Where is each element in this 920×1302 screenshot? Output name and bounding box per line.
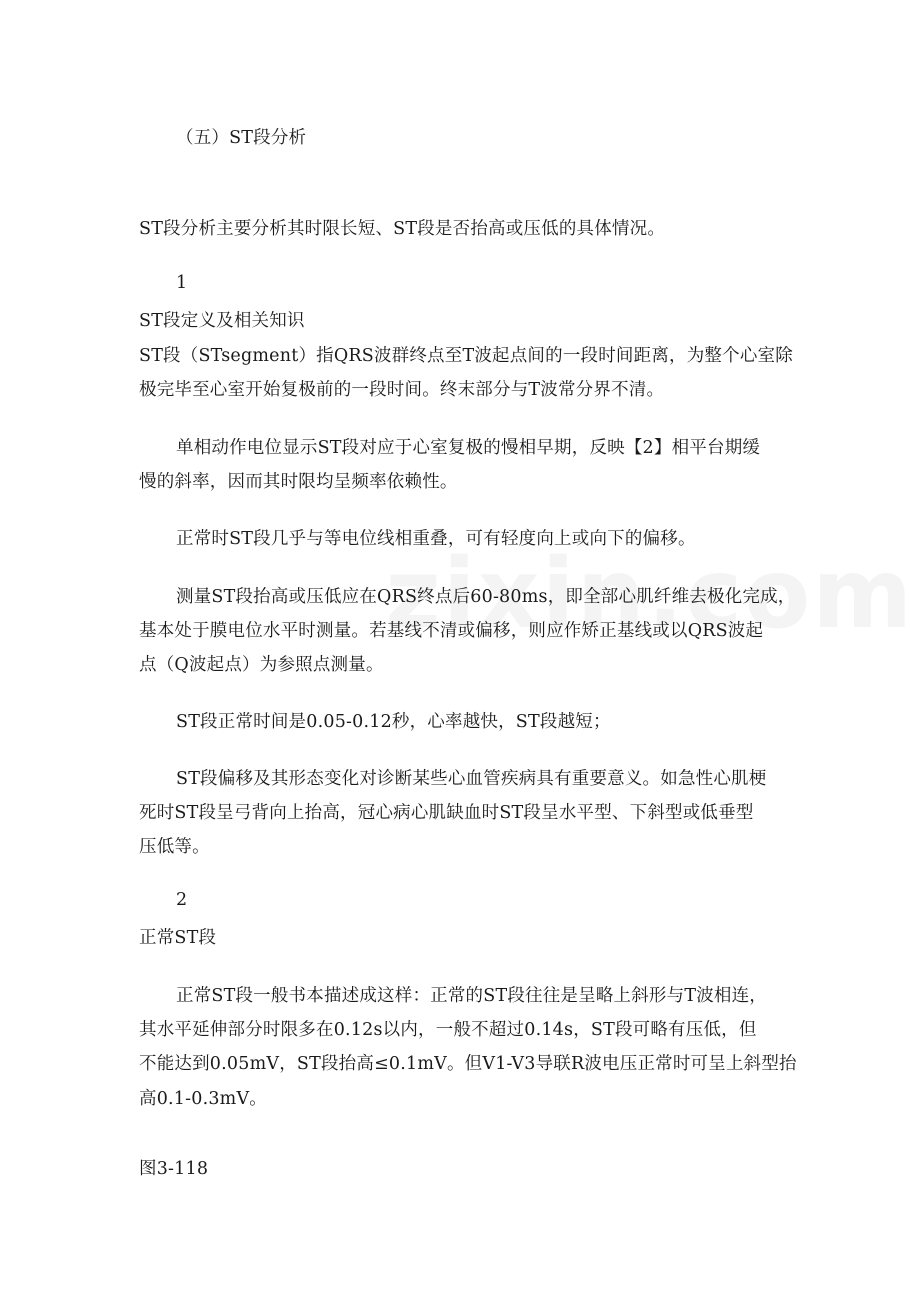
part1-title: ST段定义及相关知识: [139, 311, 305, 331]
intro-paragraph: ST段分析主要分析其时限长短、ST段是否抬高或压低的具体情况。: [139, 219, 666, 239]
part1-paragraph4-line1: 测量ST段抬高或压低应在QRS终点后60-80ms，即全部心肌纤维去极化完成，: [176, 587, 796, 607]
part2-paragraph1-line1: 正常ST段一般书本描述成这样：正常的ST段往往是呈略上斜形与T波相连，: [176, 986, 767, 1006]
part1-paragraph2-line1: 单相动作电位显示ST段对应于心室复极的慢相早期，反映【2】相平台期缓: [176, 438, 761, 458]
part1-paragraph5: ST段正常时间是0.05-0.12秒，心率越快，ST段越短；: [176, 712, 611, 732]
figure-caption: 图3-118: [139, 1159, 209, 1179]
part2-paragraph1-line2: 其水平延伸部分时限多在0.12s以内，一般不超过0.14s，ST段可略有压低，但: [139, 1020, 757, 1040]
part1-paragraph6-line3: 压低等。: [139, 837, 210, 857]
part1-paragraph6-line2: 死时ST段呈弓背向上抬高，冠心病心肌缺血时ST段呈水平型、下斜型或低垂型: [139, 803, 754, 823]
part1-paragraph1-line2: 极完毕至心室开始复极前的一段时间。终末部分与T波常分界不清。: [139, 380, 665, 400]
section-heading: （五）ST段分析: [176, 128, 307, 148]
part2-title: 正常ST段: [139, 928, 217, 948]
part1-number: 1: [176, 273, 188, 293]
part2-paragraph1-line3: 不能达到0.05mV，ST段抬高≤0.1mV。但V1-V3导联R波电压正常时可呈上斜型抬: [139, 1054, 797, 1074]
part1-paragraph1-line1: ST段（STsegment）指QRS波群终点至T波起点间的一段时间距离，为整个心室除: [139, 346, 793, 366]
part1-paragraph4-line2: 基本处于膜电位水平时测量。若基线不清或偏移，则应作矫正基线或以QRS波起: [139, 621, 764, 641]
part2-paragraph1-line4: 高0.1-0.3mV。: [139, 1089, 268, 1109]
part1-paragraph4-line3: 点（Q波起点）为参照点测量。: [139, 655, 384, 675]
part1-paragraph2-line2: 慢的斜率，因而其时限均呈频率依赖性。: [139, 472, 458, 492]
part1-paragraph6-line1: ST段偏移及其形态变化对诊断某些心血管疾病具有重要意义。如急性心肌梗: [176, 769, 767, 789]
part1-paragraph3: 正常时ST段几乎与等电位线相重叠，可有轻度向上或向下的偏移。: [176, 529, 696, 549]
part2-number: 2: [176, 890, 188, 910]
